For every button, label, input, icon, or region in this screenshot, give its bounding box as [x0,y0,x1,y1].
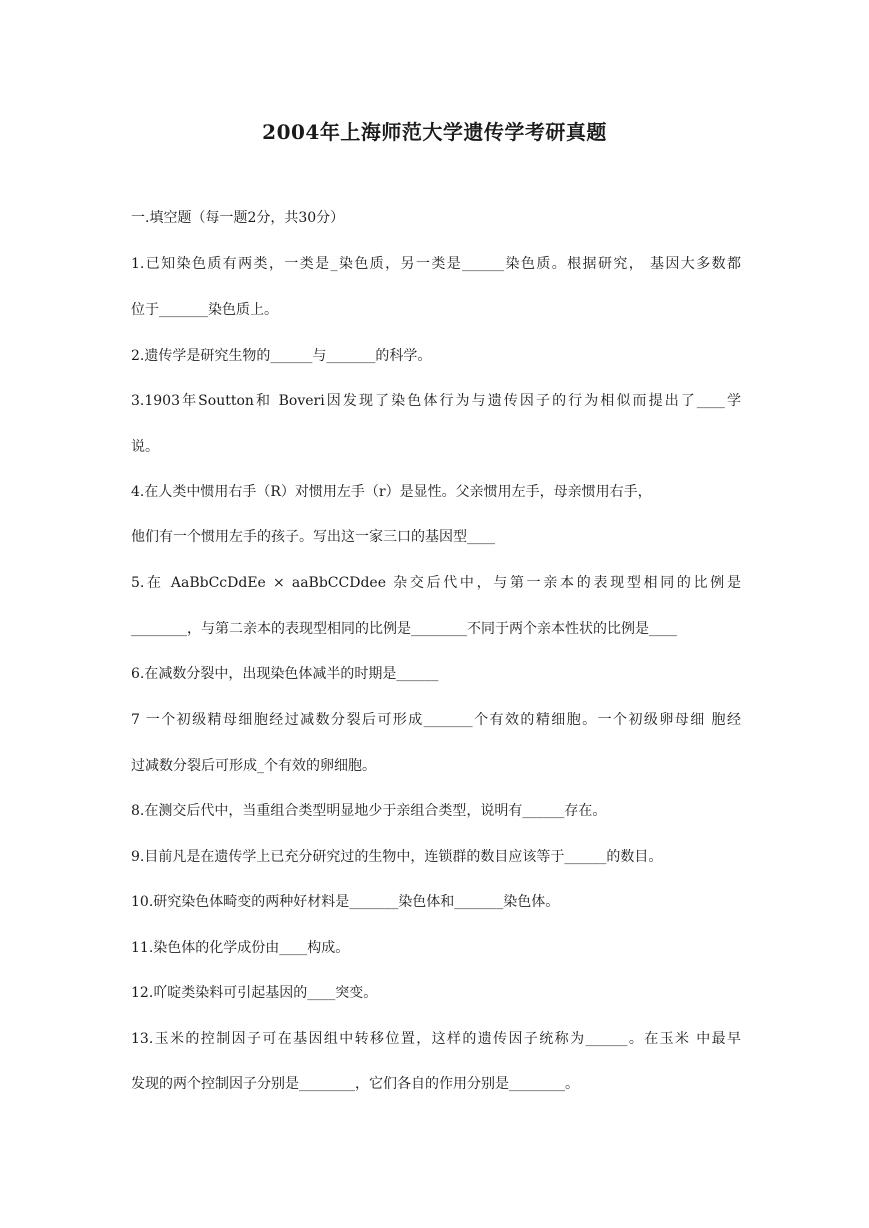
question-7-line-1: 7 一个初级精母细胞经过减数分裂后可形成_______个有效的精细胞。一个初级卵母细 胞经 [131,712,741,728]
question-10: 10.研究染色体畸变的两种好材料是_______染色体和_______染色体。 [131,894,560,910]
question-7-line-2: 过减数分裂后可形成_个有效的卵细胞。 [131,758,376,774]
question-2: 2.遗传学是研究生物的______与_______的科学。 [131,348,432,364]
question-13-line-1: 13.玉米的控制因子可在基因组中转移位置，这样的遗传因子统称为______。在玉米 中最早 [131,1031,741,1047]
question-3-line-1: 3.1903年Soutton和 Boveri因发现了染色体行为与遗传因子的行为相似而提出了____学 [131,393,741,409]
question-5-line-1: 5.在 AaBbCcDdEe × aaBbCCDdee 杂交后代中，与第一亲本的表现型相同的比例是 [131,575,741,591]
question-13-line-2: 发现的两个控制因子分别是________，它们各自的作用分别是________。 [131,1076,579,1092]
question-1-line-1: 1.已知染色质有两类，一类是_染色质，另一类是______染色质。根据研究， 基因大多数都 [131,256,741,272]
section-heading: 一.填空题（每一题2分，共30分） [131,210,345,226]
question-4-line-2: 他们有一个惯用左手的孩子。写出这一家三口的基因型____ [131,529,495,545]
question-5-line-2: ________，与第二亲本的表现型相同的比例是________不同于两个亲本性状的比例是____ [131,621,677,637]
question-3-line-2: 说。 [131,439,159,455]
question-11: 11.染色体的化学成份由____构成。 [131,940,350,956]
question-6: 6.在减数分裂中，出现染色体减半的时期是______ [131,666,439,682]
question-4-line-1: 4.在人类中惯用右手（R）对惯用左手（r）是显性。父亲惯用左手，母亲惯用右手， [131,484,652,500]
question-9: 9.目前凡是在遗传学上已充分研究过的生物中，连锁群的数目应该等于______的数目。 [131,849,663,865]
question-1-line-2: 位于_______染色质上。 [131,302,278,318]
question-8: 8.在测交后代中，当重组合类型明显地少于亲组合类型，说明有______存在。 [131,803,607,819]
question-12: 12.吖啶类染料可引起基因的____突变。 [131,985,378,1001]
document-title: 2004年上海师范大学遗传学考研真题 [262,120,607,144]
